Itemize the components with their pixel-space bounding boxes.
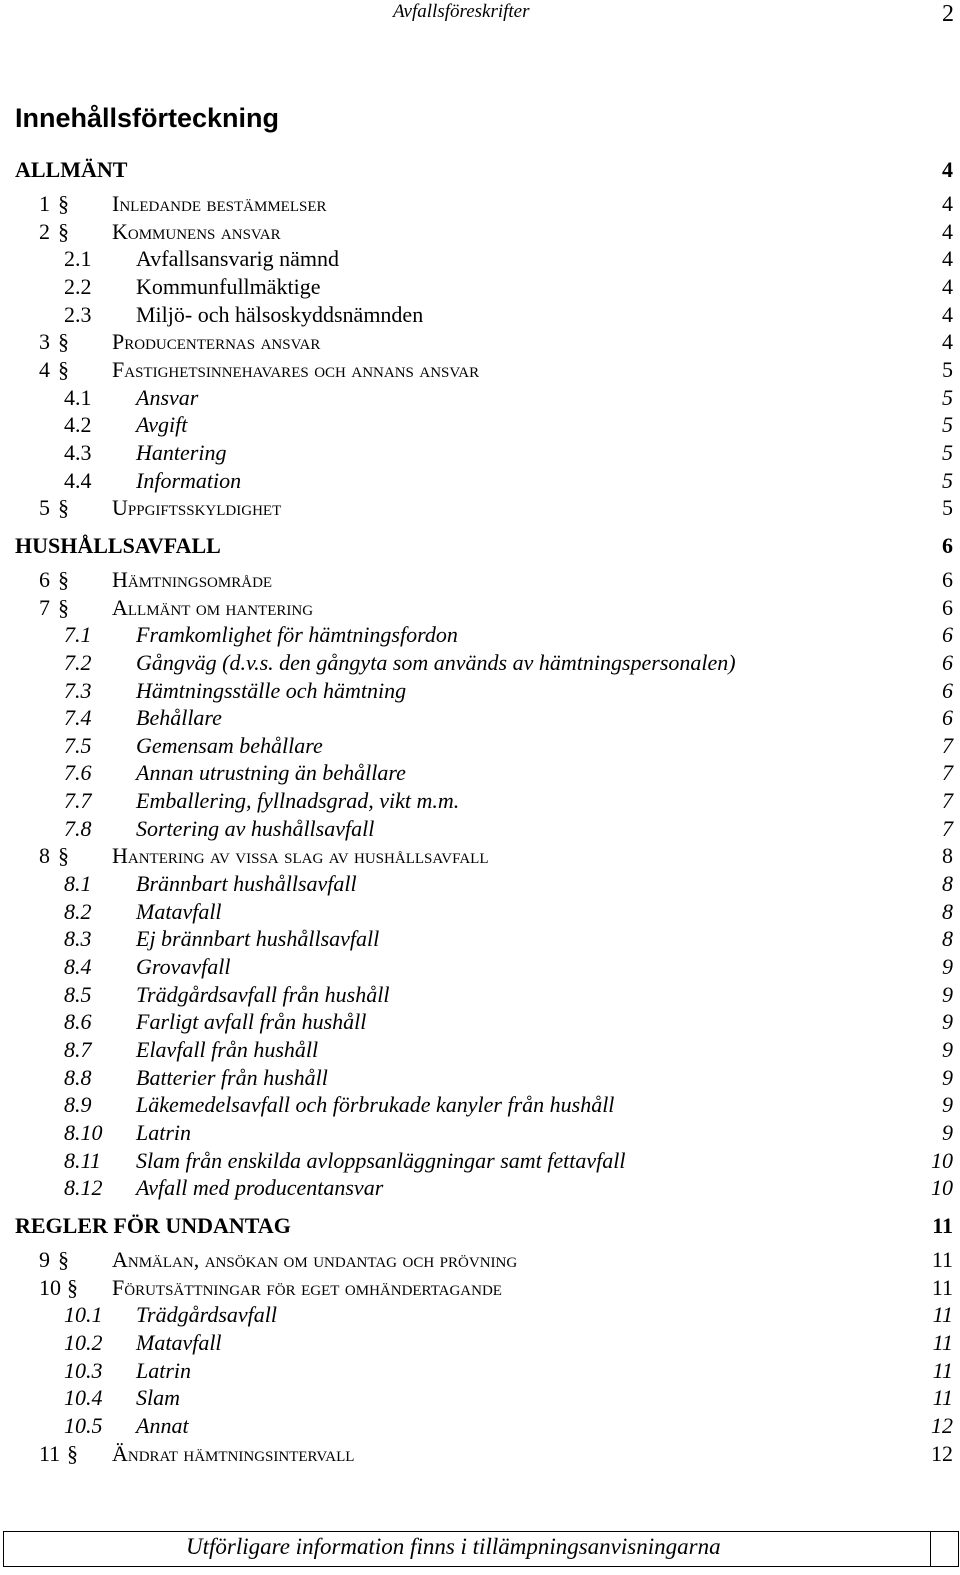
toc-page-number: 9 — [942, 1092, 953, 1118]
toc-page-number: 6 — [942, 594, 953, 620]
toc-page-number: 8 — [942, 898, 953, 924]
toc-page-number: 9 — [942, 954, 953, 980]
toc-section-number: 8.12 — [64, 1175, 103, 1201]
toc-page-number: 9 — [942, 981, 953, 1007]
section-sign: § — [67, 1274, 78, 1300]
toc-page-number: 12 — [931, 1440, 953, 1466]
section-sign: § — [58, 495, 69, 521]
toc-page-number: 7 — [942, 788, 953, 814]
toc-section-number: 4.4 — [64, 467, 92, 493]
toc-entry[interactable] — [0, 566, 960, 594]
toc-page-number: 6 — [942, 532, 953, 558]
toc-entry[interactable] — [0, 1147, 960, 1175]
toc-chapter-title: Ändrat hämtningsintervall — [112, 1440, 355, 1466]
toc-part-title: ALLMÄNT — [15, 157, 128, 182]
toc-section-number: 8.7 — [64, 1037, 92, 1063]
toc-entry[interactable] — [0, 898, 960, 926]
toc-section-number: 7.3 — [64, 677, 92, 703]
toc-entry[interactable] — [0, 1246, 960, 1274]
toc-entry[interactable] — [0, 494, 960, 522]
toc-section-title: Slam från enskilda avloppsanläggningar samt fettavfall — [136, 1147, 626, 1173]
toc-section-title: Emballering, fyllnadsgrad, vikt m.m. — [136, 788, 460, 814]
toc-entry[interactable] — [0, 1036, 960, 1064]
toc-section-number: 2.1 — [64, 246, 92, 272]
toc-chapter-number: 1 — [39, 191, 50, 216]
toc-section-title: Avgift — [136, 412, 188, 438]
toc-entry[interactable] — [0, 411, 960, 439]
toc-entry[interactable] — [0, 218, 960, 246]
toc-section-title: Annan utrustning än behållare — [136, 760, 406, 786]
toc-entry[interactable] — [0, 704, 960, 732]
toc-section-number: 2.2 — [64, 273, 92, 299]
toc-page-number: 12 — [931, 1412, 953, 1438]
toc-section-title: Avfall med producentansvar — [136, 1175, 384, 1201]
toc-section-title: Batterier från hushåll — [136, 1064, 328, 1090]
toc-section-title: Ansvar — [136, 384, 199, 410]
toc-page-number: 6 — [942, 622, 953, 648]
toc-chapter-title: Hämtningsområde — [112, 566, 273, 592]
toc-page-number: 4 — [942, 218, 953, 244]
toc-section-number: 10.1 — [64, 1302, 103, 1328]
toc-chapter-title: Allmänt om hantering — [112, 594, 314, 620]
toc-section-number: 8.9 — [64, 1092, 92, 1118]
toc-entry[interactable] — [0, 467, 960, 495]
toc-chapter-title: Inledande bestämmelser — [112, 191, 327, 216]
toc-page-number: 8 — [942, 926, 953, 952]
toc-section-title: Gångväg (d.v.s. den gångyta som används av hämtningspersonalen) — [136, 649, 736, 675]
toc-section-number: 8.8 — [64, 1064, 92, 1090]
toc-entry[interactable] — [0, 1008, 960, 1036]
toc-chapter-number: 3 — [39, 329, 50, 355]
toc-page-number: 7 — [942, 732, 953, 758]
section-sign: § — [58, 566, 69, 592]
toc-entry[interactable] — [0, 787, 960, 815]
toc-page-number: 4 — [942, 157, 953, 182]
toc-page-number: 11 — [932, 1357, 953, 1383]
toc-entry[interactable] — [0, 759, 960, 787]
document-title: Avfallsföreskrifter — [393, 1, 530, 22]
toc-entry[interactable] — [0, 526, 960, 566]
toc-section-number: 8.5 — [64, 981, 92, 1007]
toc-page-number: 9 — [942, 1120, 953, 1145]
toc-section-number: 10.4 — [64, 1385, 103, 1411]
toc-entry[interactable] — [0, 1206, 960, 1246]
toc-chapter-number: 4 — [39, 356, 50, 382]
toc-section-number: 4.2 — [64, 412, 92, 438]
toc-entry[interactable] — [0, 1091, 960, 1119]
page-number: 2 — [942, 1, 954, 27]
toc-section-number: 10.3 — [64, 1357, 103, 1383]
toc-section-title: Ej brännbart hushållsavfall — [136, 926, 380, 952]
page-header — [0, 0, 960, 30]
toc-section-title: Slam — [136, 1385, 180, 1411]
toc-section-number: 8.2 — [64, 898, 92, 924]
toc-chapter-title: Förutsättningar för eget omhändertagande — [112, 1274, 502, 1300]
toc-section-number: 8.1 — [64, 871, 92, 897]
section-sign: § — [67, 1440, 78, 1466]
toc-chapter-title: Kommunens ansvar — [112, 218, 281, 244]
toc-entry[interactable] — [0, 870, 960, 898]
toc-chapter-title: Uppgiftsskyldighet — [112, 495, 282, 521]
toc-entry[interactable] — [0, 1329, 960, 1357]
toc-page-number: 5 — [942, 495, 953, 521]
toc-chapter-number: 10 — [39, 1274, 61, 1300]
toc-entry[interactable] — [0, 190, 960, 218]
toc-page-number: 8 — [942, 843, 953, 869]
toc-section-title: Gemensam behållare — [136, 732, 323, 758]
toc-entry[interactable] — [0, 1119, 960, 1147]
toc-section-title: Grovavfall — [136, 954, 231, 980]
toc-page-number: 10 — [931, 1147, 953, 1173]
toc-entry[interactable] — [0, 328, 960, 356]
toc-entry[interactable] — [0, 1174, 960, 1202]
toc-chapter-number: 6 — [39, 566, 50, 592]
section-sign: § — [58, 329, 69, 355]
toc-page-number: 11 — [932, 1302, 953, 1328]
toc-page-number: 7 — [942, 760, 953, 786]
section-sign: § — [58, 1246, 69, 1272]
toc-chapter-number: 7 — [39, 594, 50, 620]
section-sign: § — [58, 218, 69, 244]
toc-section-title: Matavfall — [136, 898, 222, 924]
toc-entry[interactable] — [0, 953, 960, 981]
section-sign: § — [58, 191, 69, 216]
toc-section-title: Annat — [136, 1412, 189, 1438]
toc-section-number: 7.5 — [64, 732, 92, 758]
toc-section-title: Latrin — [136, 1120, 192, 1145]
toc-part-title: HUSHÅLLSAVFALL — [15, 532, 221, 558]
toc-entry[interactable] — [0, 815, 960, 843]
toc-section-number: 4.1 — [64, 384, 92, 410]
toc-page-number: 4 — [942, 191, 953, 216]
toc-page-number: 6 — [942, 566, 953, 592]
toc-chapter-number: 5 — [39, 495, 50, 521]
toc-chapter-number: 11 — [39, 1440, 61, 1466]
toc-section-title: Brännbart hushållsavfall — [136, 871, 357, 897]
toc-section-number: 7.1 — [64, 622, 92, 648]
toc-section-title: Information — [136, 467, 242, 493]
toc-page-number: 8 — [942, 871, 953, 897]
toc-entry[interactable] — [0, 245, 960, 273]
toc-section-title: Elavfall från hushåll — [136, 1037, 319, 1063]
toc-page-number: 5 — [942, 412, 953, 438]
toc-heading: Innehållsförteckning — [15, 103, 280, 133]
toc-page-number: 10 — [931, 1175, 953, 1201]
toc-section-title: Sortering av hushållsavfall — [136, 815, 375, 841]
toc-section-title: Trädgårdsavfall — [136, 1302, 277, 1328]
section-sign: § — [58, 843, 69, 869]
toc-chapter-title: Anmälan, ansökan om undantag och prövning — [112, 1246, 518, 1272]
toc-section-title: Hämtningsställe och hämtning — [136, 677, 407, 703]
toc-section-title: Latrin — [136, 1357, 192, 1383]
toc-section-title: Trädgårdsavfall från hushåll — [136, 981, 390, 1007]
toc-entry[interactable] — [0, 981, 960, 1009]
toc-section-number: 7.6 — [64, 760, 92, 786]
toc-page-number: 4 — [942, 246, 953, 272]
toc-section-title: Miljö- och hälsoskyddsnämnden — [136, 301, 424, 327]
toc-chapter-number: 2 — [39, 218, 50, 244]
toc-page-number: 5 — [942, 384, 953, 410]
toc-page-number: 4 — [942, 301, 953, 327]
toc-page-number: 9 — [942, 1009, 953, 1035]
toc-page-number: 5 — [942, 356, 953, 382]
toc-entry[interactable] — [0, 356, 960, 384]
toc-section-title: Behållare — [136, 705, 222, 731]
toc-page-number: 6 — [942, 677, 953, 703]
toc-page-number: 9 — [942, 1064, 953, 1090]
toc-entry[interactable] — [0, 1301, 960, 1329]
toc-entry[interactable] — [0, 150, 960, 190]
toc-section-title: Matavfall — [136, 1329, 222, 1355]
footer-box-end — [929, 1531, 959, 1567]
toc-entry[interactable] — [0, 1412, 960, 1440]
toc-entry[interactable] — [0, 1064, 960, 1092]
toc-section-title: Hantering — [136, 439, 227, 465]
toc-entry[interactable] — [0, 925, 960, 953]
toc-entry[interactable] — [0, 842, 960, 870]
toc-section-title: Framkomlighet för hämtningsfordon — [136, 622, 458, 648]
toc-page-number: 5 — [942, 467, 953, 493]
toc-page-number: 4 — [942, 273, 953, 299]
toc-entry[interactable] — [0, 273, 960, 301]
toc-entry[interactable] — [0, 1357, 960, 1385]
toc-entry[interactable] — [0, 649, 960, 677]
toc-section-title: Läkemedelsavfall och förbrukade kanyler från hushåll — [136, 1092, 615, 1118]
toc-page-number: 11 — [932, 1329, 953, 1355]
toc-section-number: 8.10 — [64, 1120, 103, 1145]
section-sign: § — [58, 356, 69, 382]
toc-section-number: 8.4 — [64, 954, 92, 980]
toc-section-number: 4.3 — [64, 439, 92, 465]
toc-entry[interactable] — [0, 732, 960, 760]
toc-chapter-title: Hantering av vissa slag av hushållsavfall — [112, 843, 489, 869]
table-of-contents — [0, 150, 960, 1467]
toc-entry[interactable] — [0, 621, 960, 649]
toc-chapter-title: Producenternas ansvar — [112, 329, 321, 355]
toc-page-number: 11 — [931, 1246, 953, 1272]
toc-entry[interactable] — [0, 1440, 960, 1468]
toc-page-number: 6 — [942, 649, 953, 675]
toc-entry[interactable] — [0, 594, 960, 622]
toc-section-number: 10.2 — [64, 1329, 103, 1355]
toc-section-number: 7.8 — [64, 815, 92, 841]
toc-page-number: 9 — [942, 1037, 953, 1063]
toc-part-title: REGLER FÖR UNDANTAG — [15, 1212, 291, 1238]
toc-section-number: 8.11 — [64, 1147, 101, 1173]
footer-note: Utförligare information finns i tillämpningsanvisningarna — [186, 1534, 721, 1559]
toc-page-number: 11 — [931, 1274, 953, 1300]
toc-entry[interactable] — [0, 677, 960, 705]
toc-page-number: 11 — [932, 1385, 953, 1411]
toc-section-number: 7.4 — [64, 705, 92, 731]
toc-entry[interactable] — [0, 384, 960, 412]
toc-page-number: 4 — [942, 329, 953, 355]
toc-section-title: Kommunfullmäktige — [136, 273, 321, 299]
toc-page-number: 5 — [942, 439, 953, 465]
toc-section-title: Avfallsansvarig nämnd — [136, 246, 340, 272]
toc-page-number: 7 — [942, 815, 953, 841]
toc-chapter-number: 9 — [39, 1246, 50, 1272]
toc-entry[interactable] — [0, 301, 960, 329]
toc-section-number: 8.6 — [64, 1009, 92, 1035]
toc-entry[interactable] — [0, 1274, 960, 1302]
toc-section-number: 7.2 — [64, 649, 92, 675]
toc-chapter-number: 8 — [39, 843, 50, 869]
toc-page-number: 11 — [932, 1212, 953, 1238]
toc-section-number: 7.7 — [64, 788, 92, 814]
toc-section-title: Farligt avfall från hushåll — [136, 1009, 367, 1035]
toc-page-number: 6 — [942, 705, 953, 731]
toc-section-number: 10.5 — [64, 1412, 103, 1438]
toc-section-number: 8.3 — [64, 926, 92, 952]
toc-entry[interactable] — [0, 1384, 960, 1412]
toc-section-number: 2.3 — [64, 301, 92, 327]
section-sign: § — [58, 594, 69, 620]
toc-chapter-title: Fastighetsinnehavares och annans ansvar — [112, 356, 480, 382]
toc-entry[interactable] — [0, 439, 960, 467]
